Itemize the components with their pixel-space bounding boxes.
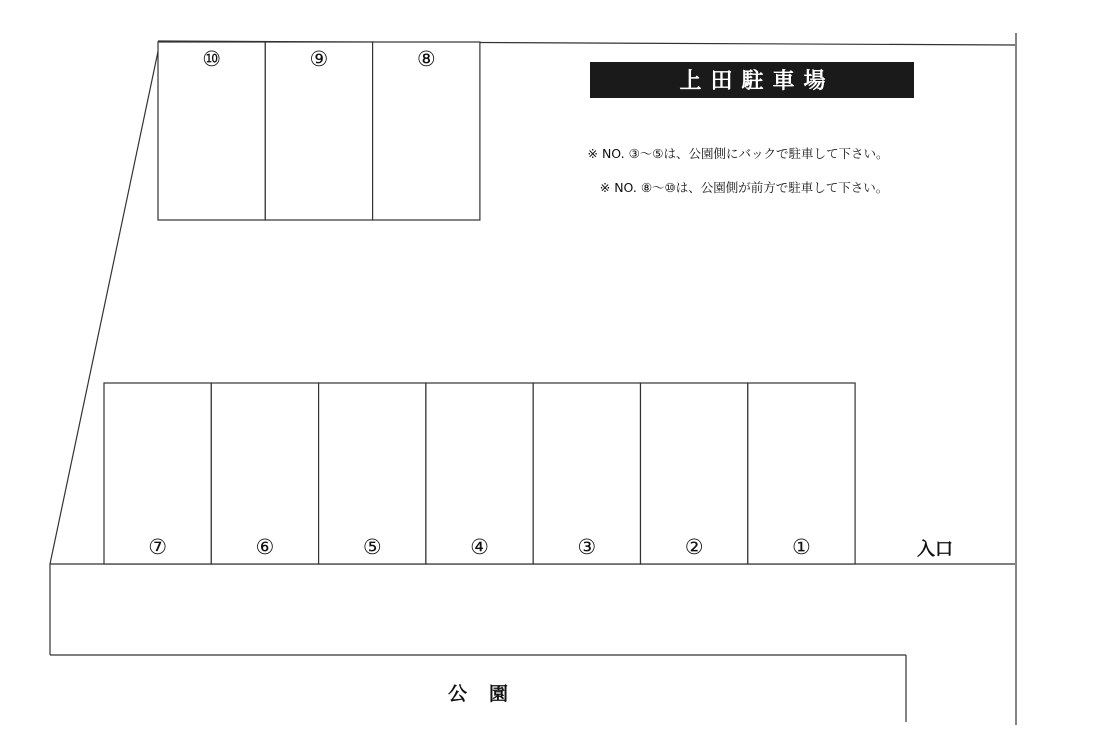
parking-slot-number: ④ [470, 535, 489, 559]
parking-slot-number: ⑩ [202, 47, 222, 71]
parking-slot [373, 42, 480, 220]
top-row-slots [158, 42, 480, 220]
bottom-row-slots [104, 383, 855, 564]
parking-slot [265, 42, 372, 220]
parking-title: 上田駐車場 [679, 69, 835, 94]
parking-slot-number: ⑦ [148, 535, 168, 559]
parking-slot-number: ② [684, 535, 704, 559]
park-label: 公園 [447, 683, 531, 705]
parking-slot-number: ① [792, 535, 811, 559]
parking-slot [319, 383, 426, 564]
parking-slot-number: ③ [577, 535, 597, 559]
parking-slot [533, 383, 640, 564]
parking-slot [211, 383, 318, 564]
title-block [590, 62, 914, 98]
parking-slot-number: ⑨ [309, 47, 329, 71]
parking-slot [158, 42, 265, 220]
road-strip [50, 564, 1015, 722]
note-line-1: ※ NO. ③〜⑤は、公園側にバックで駐車して下さい。 [587, 146, 889, 161]
parking-slot-number: ⑤ [362, 535, 382, 559]
note-line-2: ※ NO. ⑧〜⑩は、公園側が前方で駐車して下さい。 [599, 180, 889, 195]
parking-slot [104, 383, 211, 564]
parking-slot [748, 383, 855, 564]
parking-slot [641, 383, 748, 564]
parking-slot [426, 383, 533, 564]
parking-slot-number: ⑧ [416, 47, 436, 71]
parking-slot-number: ⑥ [255, 535, 275, 559]
entrance-label: 入口 [917, 539, 953, 560]
